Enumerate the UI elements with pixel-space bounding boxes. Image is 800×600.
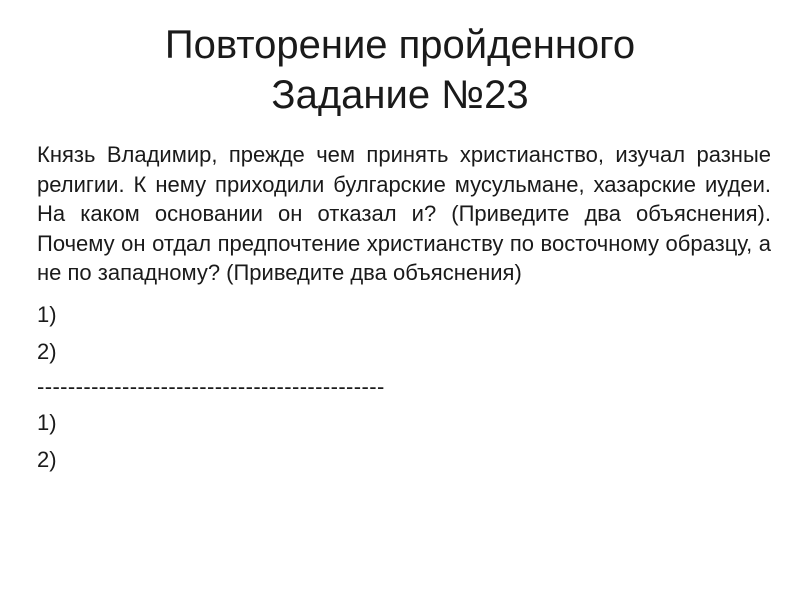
- answer-2-first: 2): [37, 338, 57, 364]
- task-body: [37, 140, 771, 478]
- title-line-1: Повторение пройденного: [164, 23, 636, 67]
- answer-1-first: 1): [37, 301, 57, 327]
- title-line-2: Задание №23: [271, 73, 529, 117]
- separator-line: ---------------------------------------------: [37, 373, 385, 399]
- task-question: Князь Владимир, прежде чем принять христианство, изучал разные религии. К нему приходили булгарские мусульмане, хазарские иудеи. На каком основании он отказал и? (Приведите два объяснения). Почему он отдал предпочтение христианству по восточному образцу, а не по западному? (Приведите два объяснения): [37, 142, 771, 285]
- slide-title: [0, 20, 800, 120]
- answer-2-second: 2): [37, 446, 57, 472]
- answer-1-second: 1): [37, 409, 57, 435]
